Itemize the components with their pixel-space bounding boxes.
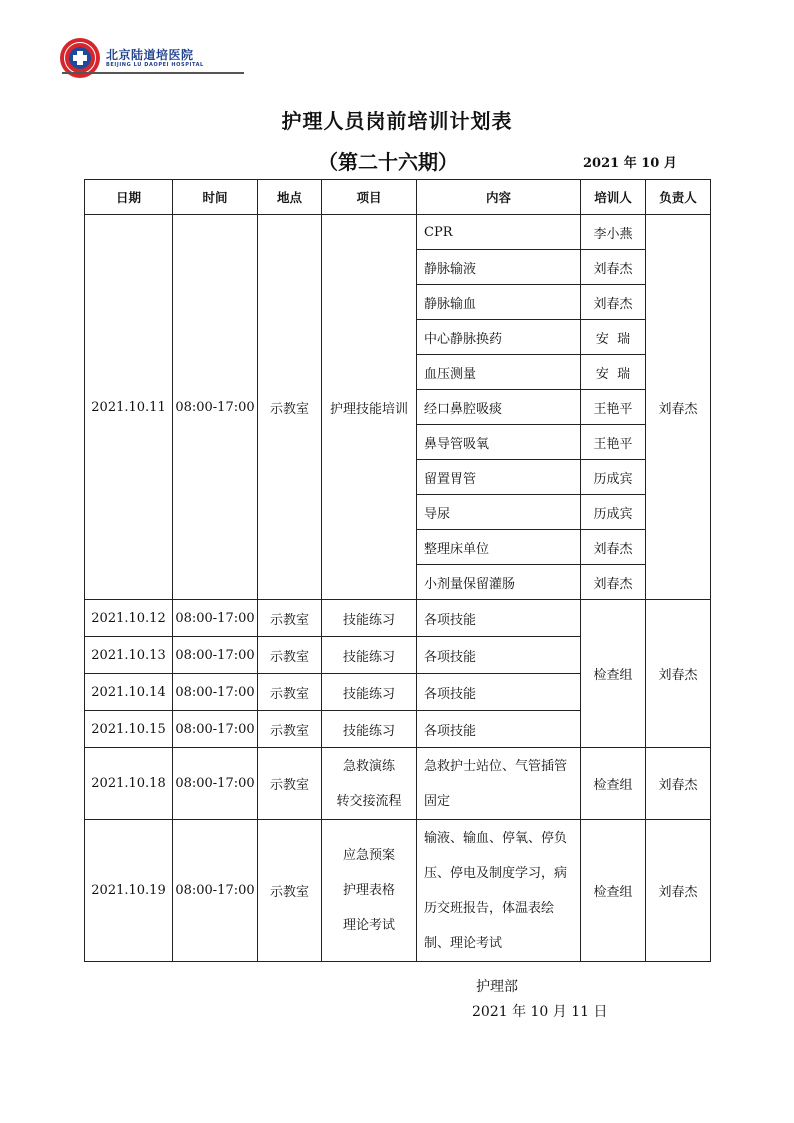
cell-time: 08:00-17:00	[173, 748, 258, 820]
cell-time: 08:00-17:00	[173, 215, 258, 600]
project-line: 急救演练	[342, 758, 395, 774]
cell-trainer: 安 瑞	[581, 320, 646, 355]
cell-trainer: 检查组	[581, 748, 646, 820]
col-header-date: 日期	[85, 180, 173, 215]
cell-project: 护理技能培训	[322, 215, 417, 600]
project-line: 转交接流程	[336, 793, 402, 809]
cell-date: 2021.10.13	[85, 637, 173, 674]
cell-trainer: 历成宾	[581, 460, 646, 495]
cell-project	[322, 820, 417, 962]
cell-content: CPR	[417, 215, 581, 250]
cell-content: 各项技能	[417, 637, 581, 674]
cell-project	[322, 748, 417, 820]
hospital-name-cn: 北京陆道培医院	[106, 48, 194, 62]
cell-responsible: 刘春杰	[646, 600, 711, 748]
document-title: 护理人员岗前培训计划表	[281, 109, 513, 133]
col-header-location: 地点	[258, 180, 322, 215]
cell-content: 整理床单位	[417, 530, 581, 565]
col-header-trainer: 培训人	[581, 180, 646, 215]
cell-content: 急救护士站位、气管插管固定	[417, 748, 581, 820]
signature-date: 2021 年 10 月 11 日	[472, 1004, 608, 1020]
cell-time: 08:00-17:00	[173, 674, 258, 711]
cell-content: 导尿	[417, 495, 581, 530]
cell-date: 2021.10.19	[85, 820, 173, 962]
cell-content: 输液、输血、停氧、停负压、停电及制度学习，病历交班报告，体温表绘制、理论考试	[417, 820, 581, 962]
cell-project: 技能练习	[322, 711, 417, 748]
cell-location: 示教室	[258, 820, 322, 962]
cell-content: 静脉输血	[417, 285, 581, 320]
cell-date: 2021.10.15	[85, 711, 173, 748]
cell-content: 中心静脉换药	[417, 320, 581, 355]
table-row	[85, 820, 711, 962]
col-header-time: 时间	[173, 180, 258, 215]
col-header-content: 内容	[417, 180, 581, 215]
cell-responsible: 刘春杰	[646, 820, 711, 962]
cell-content: 留置胃管	[417, 460, 581, 495]
cell-date: 2021.10.14	[85, 674, 173, 711]
cell-project: 技能练习	[322, 600, 417, 637]
table-header-row	[85, 180, 711, 215]
cell-content: 各项技能	[417, 600, 581, 637]
cell-time: 08:00-17:00	[173, 637, 258, 674]
cell-trainer: 历成宾	[581, 495, 646, 530]
cell-trainer: 刘春杰	[581, 250, 646, 285]
cell-time: 08:00-17:00	[173, 600, 258, 637]
cell-location: 示教室	[258, 748, 322, 820]
cell-content: 各项技能	[417, 674, 581, 711]
signature-department: 护理部	[476, 979, 518, 995]
table-row	[85, 215, 711, 250]
cell-project: 技能练习	[322, 637, 417, 674]
col-header-responsible: 负责人	[646, 180, 711, 215]
cell-date: 2021.10.18	[85, 748, 173, 820]
cell-responsible: 刘春杰	[646, 215, 711, 600]
cell-date: 2021.10.12	[85, 600, 173, 637]
table-row	[85, 600, 711, 637]
cell-trainer: 刘春杰	[581, 565, 646, 600]
training-plan-table	[84, 179, 711, 962]
cell-trainer: 检查组	[581, 820, 646, 962]
cell-content: 血压测量	[417, 355, 581, 390]
cell-date: 2021.10.11	[85, 215, 173, 600]
cell-trainer: 刘春杰	[581, 530, 646, 565]
cell-content: 静脉输液	[417, 250, 581, 285]
project-line: 护理表格	[342, 883, 395, 898]
document-subtitle: （第二十六期）	[318, 150, 458, 174]
cell-content: 各项技能	[417, 711, 581, 748]
cell-location: 示教室	[258, 674, 322, 711]
cell-trainer: 王艳平	[581, 425, 646, 460]
cell-location: 示教室	[258, 600, 322, 637]
col-header-project: 项目	[322, 180, 417, 215]
header-divider	[62, 72, 244, 74]
cell-trainer: 王艳平	[581, 390, 646, 425]
project-line: 理论考试	[342, 918, 395, 933]
cell-location: 示教室	[258, 215, 322, 600]
document-month: 2021 年 10 月	[583, 156, 677, 171]
table-row	[85, 748, 711, 820]
cell-time: 08:00-17:00	[173, 820, 258, 962]
cell-content: 小剂量保留灌肠	[417, 565, 581, 600]
cell-trainer: 刘春杰	[581, 285, 646, 320]
cell-time: 08:00-17:00	[173, 711, 258, 748]
project-line: 应急预案	[342, 848, 395, 863]
hospital-name-en: BEIJING LU DAOPEI HOSPITAL	[106, 62, 204, 68]
cell-location: 示教室	[258, 711, 322, 748]
cell-project: 技能练习	[322, 674, 417, 711]
cell-location: 示教室	[258, 637, 322, 674]
cell-content: 经口鼻腔吸痰	[417, 390, 581, 425]
cell-content: 鼻导管吸氧	[417, 425, 581, 460]
cell-trainer: 李小燕	[581, 215, 646, 250]
cell-trainer: 安 瑞	[581, 355, 646, 390]
cell-responsible: 刘春杰	[646, 748, 711, 820]
cell-trainer: 检查组	[581, 600, 646, 748]
